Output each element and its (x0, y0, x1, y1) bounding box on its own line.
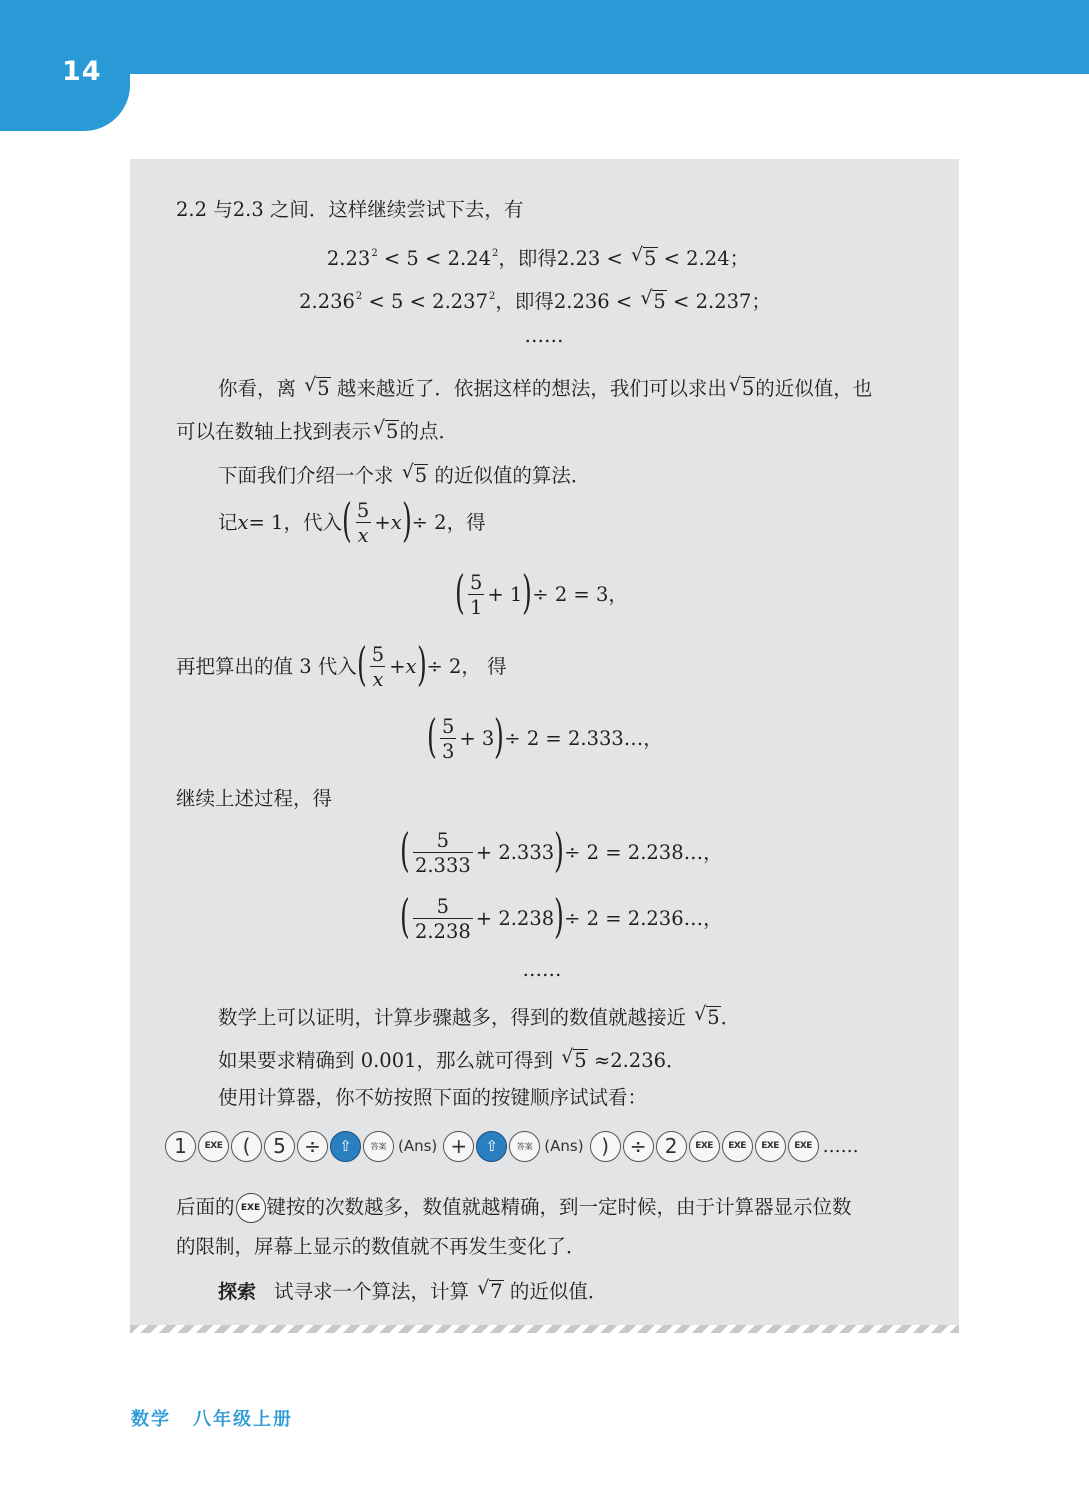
ellipsis-1: …… (524, 324, 564, 347)
calculator-key: EXE (689, 1131, 720, 1162)
panel-bottom-border (130, 1325, 959, 1333)
paragraph-precision: 如果要求精确到 0.001，那么就可得到 √ 5 ≈2.236． (218, 1049, 686, 1071)
formula-intro-1: 记 x = 1，代入 ( $\frac{5}{x}$ + x ) ÷ 2，得 (218, 493, 486, 547)
formula-step-1: ( $\frac{5}{1}$ + 1 ) ÷ 2 = 3， (455, 565, 628, 619)
ans-label: (Ans) (544, 1137, 584, 1155)
text-line-1: 2.2 与2.3 之间．这样继续尝试下去，有 (176, 198, 524, 221)
paragraph-calculator: 使用计算器，你不妨按照下面的按键顺序试试看： (218, 1086, 648, 1109)
ans-key-icon: 答案 (363, 1131, 394, 1162)
calculator-key: 1 (165, 1131, 196, 1162)
calculator-key: EXE (755, 1131, 786, 1162)
paragraph-1-line-1: 你看，离 √ 5 越来越近了．依据这样的想法，我们可以求出√ 5的近似值，也 (218, 377, 872, 399)
calculator-key: ÷ (297, 1131, 328, 1162)
paragraph-exe-line-1: 后面的 EXE 键按的次数越多，数值就越精确，到一定时候，由于计算器显示位数 (176, 1193, 852, 1223)
formula-step-3: ( $\frac{5}{2.333}$ + 2.333 ) ÷ 2 = 2.238…， (400, 823, 723, 877)
paragraph-1-line-2: 可以在数轴上找到表示√ 5的点． (176, 420, 458, 442)
formula-step-2: ( $\frac{5}{3}$ + 3 ) ÷ 2 = 2.333…， (427, 709, 663, 763)
formula-step-4: ( $\frac{5}{2.238}$ + 2.238 ) ÷ 2 = 2.236…， (400, 889, 723, 943)
paragraph-proof: 数学上可以证明，计算步骤越多，得到的数值就越接近 √ 5． (218, 1006, 740, 1028)
formula-intro-2: 再把算出的值 3 代入 ( $\frac{5}{x}$ + x ) ÷ 2， 得 (176, 637, 507, 691)
paragraph-continue: 继续上述过程，得 (176, 787, 333, 810)
explore-section: 探索 试寻求一个算法，计算 √ 7 的近似值． (218, 1280, 607, 1302)
header-bar (0, 0, 1089, 74)
calculator-key: + (443, 1131, 474, 1162)
key-sequence-ellipsis: …… (822, 1135, 859, 1157)
page-number: 14 (62, 56, 102, 87)
paragraph-2: 下面我们介绍一个求 √ 5 的近似值的算法． (218, 464, 590, 486)
explore-label: 探索 (218, 1281, 257, 1303)
shift-key-icon: ⇧ (476, 1131, 507, 1162)
inequality-1: $2.23^2 < 5 < 2.24^2$，即得2.23 < √ 5 < 2.24； (327, 247, 749, 269)
ans-label: (Ans) (398, 1137, 438, 1155)
sqrt-5: √ 5 (631, 247, 657, 269)
calculator-key: 5 (264, 1131, 295, 1162)
calculator-key: EXE (722, 1131, 753, 1162)
calculator-key: ) (590, 1131, 621, 1162)
inequality-2: $2.236^2 < 5 < 2.237^2$，即得2.236 < √ 5 < 2.237； (299, 290, 771, 312)
exe-key-icon: EXE (236, 1193, 266, 1223)
calculator-key: EXE (788, 1131, 819, 1162)
ans-key-icon: 答案 (509, 1131, 540, 1162)
shift-key-icon: ⇧ (330, 1131, 361, 1162)
calculator-key: 2 (656, 1131, 687, 1162)
paragraph-exe-line-2: 的限制，屏幕上显示的数值就不再发生变化了． (176, 1235, 586, 1258)
calculator-key: ÷ (623, 1131, 654, 1162)
footer-book-title: 数学 八年级上册 (131, 1409, 293, 1430)
calculator-key-sequence (165, 1130, 859, 1162)
ellipsis-2: …… (522, 958, 562, 981)
calculator-key: EXE (198, 1131, 229, 1162)
calculator-key: ( (231, 1131, 262, 1162)
sqrt-5: √ 5 (640, 290, 666, 312)
